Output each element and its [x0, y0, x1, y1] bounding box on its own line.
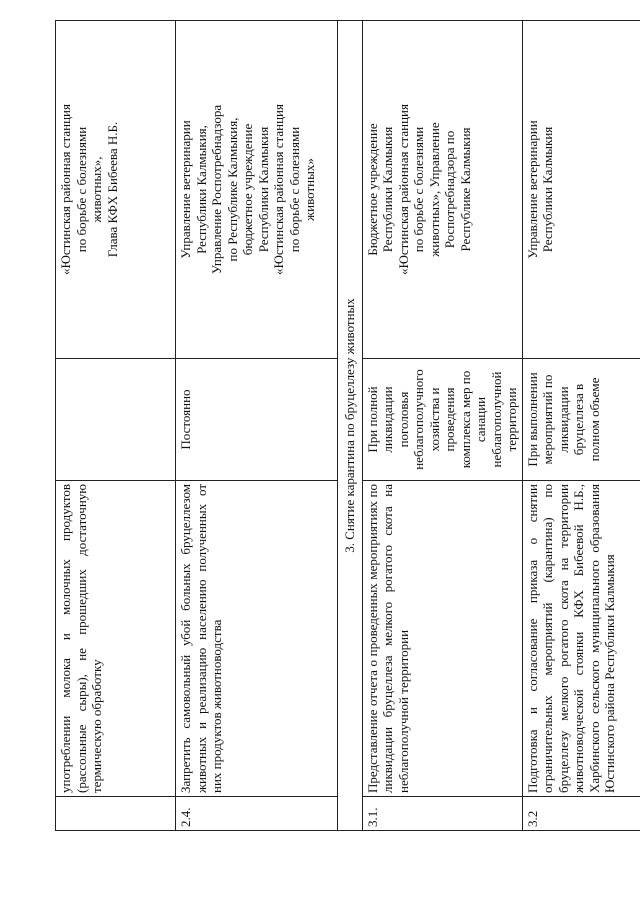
row-number: 3.1. — [362, 797, 522, 831]
responsible-cell — [56, 21, 176, 359]
row-number: 2.4. — [176, 797, 338, 831]
action-cell: Подготовка и согласование приказа о снятии ограничительных мероприятий (карантина) по бруцеллезу мелкого рогатого скота на территории животноводческой стоянки КФХ Бибеевой Н.Б., Харбинского сельского муниципального образования Юстинского района Республики Калмыкия — [522, 481, 640, 797]
responsible-line: животных», — [89, 156, 104, 223]
responsible-cell — [522, 21, 640, 359]
term-cell: При полной ликвидации поголовья неблагополучного хозяйства и проведения комплекса мер по санации неблагополучной территории — [362, 359, 522, 481]
action-cell: Запретить самовольный убой больных бруцеллезом животных и реализацию населению полученных от них продуктов животноводства — [176, 481, 338, 797]
term-cell — [56, 359, 176, 481]
responsible-line: «Юстинская районная станция — [58, 104, 73, 275]
responsible-line: животных» — [302, 158, 317, 221]
table-row — [522, 21, 640, 831]
responsible-line: Глава КФХ Бибеева Н.Б. — [104, 121, 120, 258]
measures-table — [55, 20, 640, 831]
responsible-line: Республики Калмыкия — [540, 126, 555, 253]
responsible-line: «Юстинская районная станция — [395, 104, 411, 275]
responsible-line: Республики Калмыкия, — [193, 125, 209, 254]
responsible-line: по Республике Калмыкия, — [224, 117, 240, 262]
responsible-line: Управление ветеринарии — [178, 120, 193, 259]
responsible-line: по борьбе с болезнями — [411, 126, 426, 253]
responsible-line: Республики Калмыкия — [255, 126, 271, 253]
responsible-cell — [176, 21, 338, 359]
table-row — [176, 21, 338, 831]
responsible-line: Управление ветеринарии — [524, 120, 540, 259]
responsible-line: по борьбе с болезнями — [73, 126, 89, 253]
table-row — [362, 21, 522, 831]
table-row — [56, 21, 176, 831]
responsible-line: по борьбе с болезнями — [286, 126, 302, 253]
rotated-document-sheet — [55, 21, 617, 831]
responsible-line: бюджетное учреждение — [240, 123, 255, 256]
responsible-line: «Юстинская районная станция — [271, 104, 286, 275]
action-cell: употреблении молока и молочных продуктов (рассольные сыры), не прошедших достаточную термическую обработку — [56, 481, 176, 797]
section-title: 3. Снятие карантина по бруцеллезу животных — [338, 21, 363, 831]
row-number — [56, 797, 176, 831]
term-cell: Постоянно — [176, 359, 338, 481]
term-cell: При выполнении мероприятий по ликвидации бруцеллеза в полном объеме — [522, 359, 640, 481]
responsible-line: животных», Управление — [426, 122, 442, 257]
responsible-line: Республики Калмыкия — [380, 126, 395, 253]
action-cell: Представление отчета о проведенных мероприятиях по ликвидации бруцеллеза мелкого рогатого скота на неблагополучной территории — [362, 481, 522, 797]
section-header-row — [338, 21, 363, 831]
row-number: 3.2 — [522, 797, 640, 831]
responsible-line: Бюджетное учреждение — [364, 123, 380, 256]
responsible-line: Управление Роспотребнадзора — [209, 104, 224, 275]
responsible-line: Республике Калмыкия — [457, 127, 473, 252]
responsible-cell — [362, 21, 522, 359]
responsible-line: Роспотребнадзора по — [442, 130, 457, 249]
